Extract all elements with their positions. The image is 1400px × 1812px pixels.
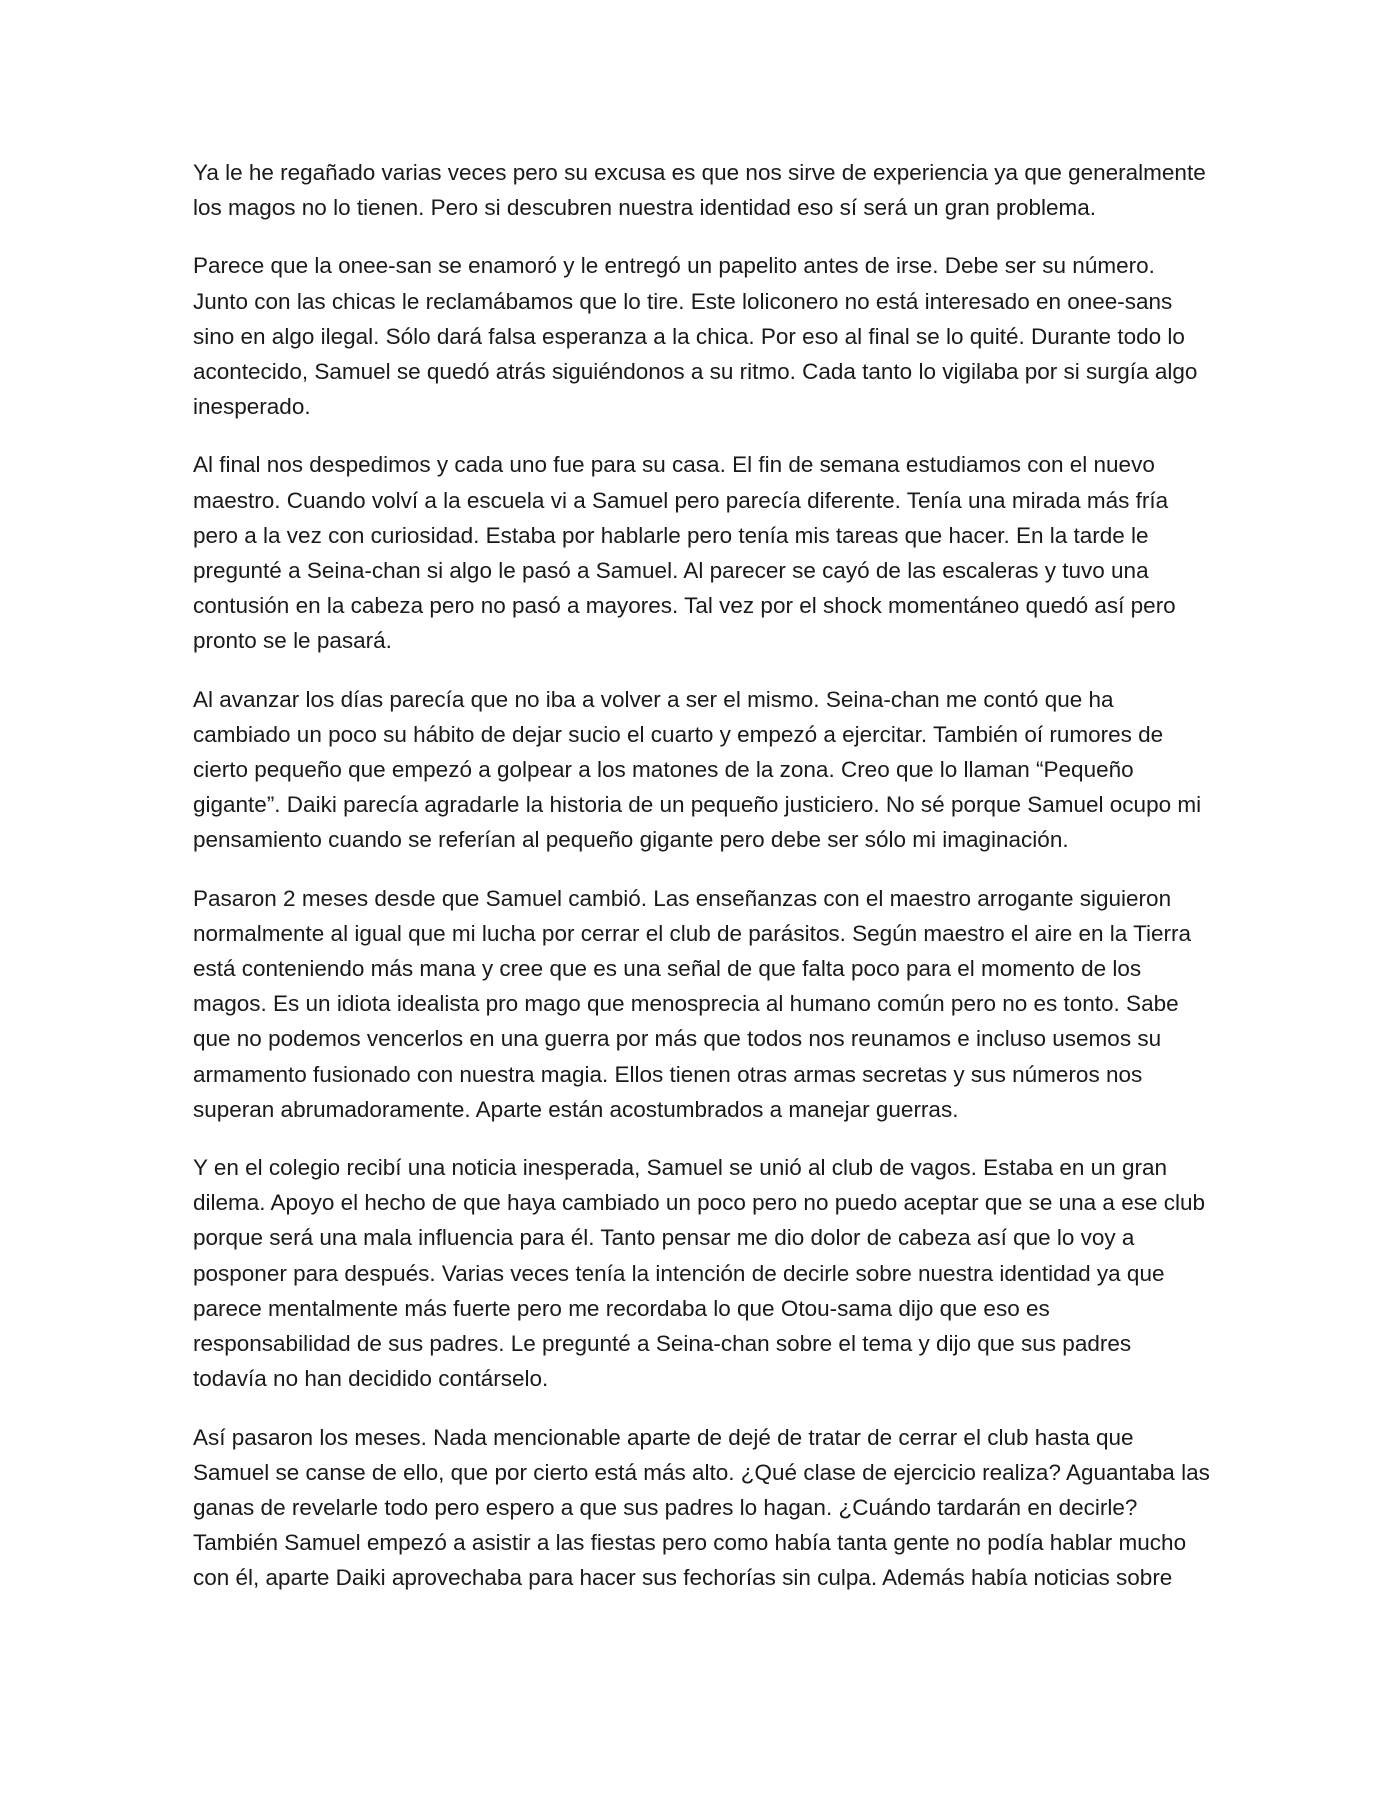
paragraph-3: Al final nos despedimos y cada uno fue para su casa. El fin de semana estudiamos con el nuevo maestro. Cuando volví a la escuela vi a Samuel pero parecía diferente. Tenía una mirada más fría pero a la vez con curiosidad. Estaba por hablarle pero tenía mis tareas que hacer. En la tarde le pregunté a Seina-chan si algo le pasó a Samuel. Al parecer se cayó de las escaleras y tuvo una contusión en la cabeza pero no pasó a mayores. Tal vez por el shock momentáneo quedó así pero pronto se le pasará. (193, 452, 1176, 654)
paragraph-4: Al avanzar los días parecía que no iba a volver a ser el mismo. Seina-chan me contó que ha cambiado un poco su hábito de dejar sucio el cuarto y empezó a ejercitar. También oí rumores de cierto pequeño que empezó a golpear a los matones de la zona. Creo que lo llaman “Pequeño gigante”. Daiki parecía agradarle la historia de un pequeño justiciero. No sé porque Samuel ocupo mi pensamiento cuando se referían al pequeño gigante pero debe ser sólo mi imaginación. (193, 686, 1202, 853)
paragraph-2: Parece que la onee-san se enamoró y le entregó un papelito antes de irse. Debe ser su número. Junto con las chicas le reclamábamos que lo tire. Este loliconero no está interesado en onee-sans sino en algo ilegal. Sólo dará falsa esperanza a la chica. Por eso al final se lo quité. Durante todo lo acontecido, Samuel se quedó atrás siguiéndonos a su ritmo. Cada tanto lo vigilaba por si surgía algo inesperado. (193, 253, 1198, 420)
paragraph-6: Y en el colegio recibí una noticia inesperada, Samuel se unió al club de vagos. Estaba en un gran dilema. Apoyo el hecho de que haya cambiado un poco pero no puedo aceptar que se una a ese club porque será una mala influencia para él. Tanto pensar me dio dolor de cabeza así que lo voy a posponer para después. Varias veces tenía la intención de decirle sobre nuestra identidad ya que parece mentalmente más fuerte pero me recordaba lo que Otou-sama dijo que eso es responsabilidad de sus padres. Le pregunté a Seina-chan sobre el tema y dijo que sus padres todavía no han decidido contárselo. (193, 1155, 1205, 1392)
paragraph-5: Pasaron 2 meses desde que Samuel cambió. Las enseñanzas con el maestro arrogante siguieron normalmente al igual que mi lucha por cerrar el club de parásitos. Según maestro el aire en la Tierra está conteniendo más mana y cree que es una señal de que falta poco para el momento de los magos. Es un idiota idealista pro mago que menosprecia al humano común pero no es tonto. Sabe que no podemos vencerlos en una guerra por más que todos nos reunamos e incluso usemos su armamento fusionado con nuestra magia. Ellos tienen otras armas secretas y sus números nos superan abrumadoramente. Aparte están acostumbrados a manejar guerras. (193, 885, 1192, 1122)
paragraph-1: Ya le he regañado varias veces pero su excusa es que nos sirve de experiencia ya que generalmente los magos no lo tienen. Pero si descubren nuestra identidad eso sí será un gran problema. (193, 160, 1206, 221)
paragraph-7: Así pasaron los meses. Nada mencionable aparte de dejé de tratar de cerrar el club hasta que Samuel se canse de ello, que por cierto está más alto. ¿Qué clase de ejercicio realiza? Aguantaba las ganas de revelarle todo pero espero a que sus padres lo hagan. ¿Cuándo tardarán en decirle? También Samuel empezó a asistir a las fiestas pero como había tanta gente no podía hablar mucho con él, aparte Daiki aprovechaba para hacer sus fechorías sin culpa. Además había noticias sobre (193, 1424, 1210, 1591)
document-body (193, 155, 1211, 1619)
